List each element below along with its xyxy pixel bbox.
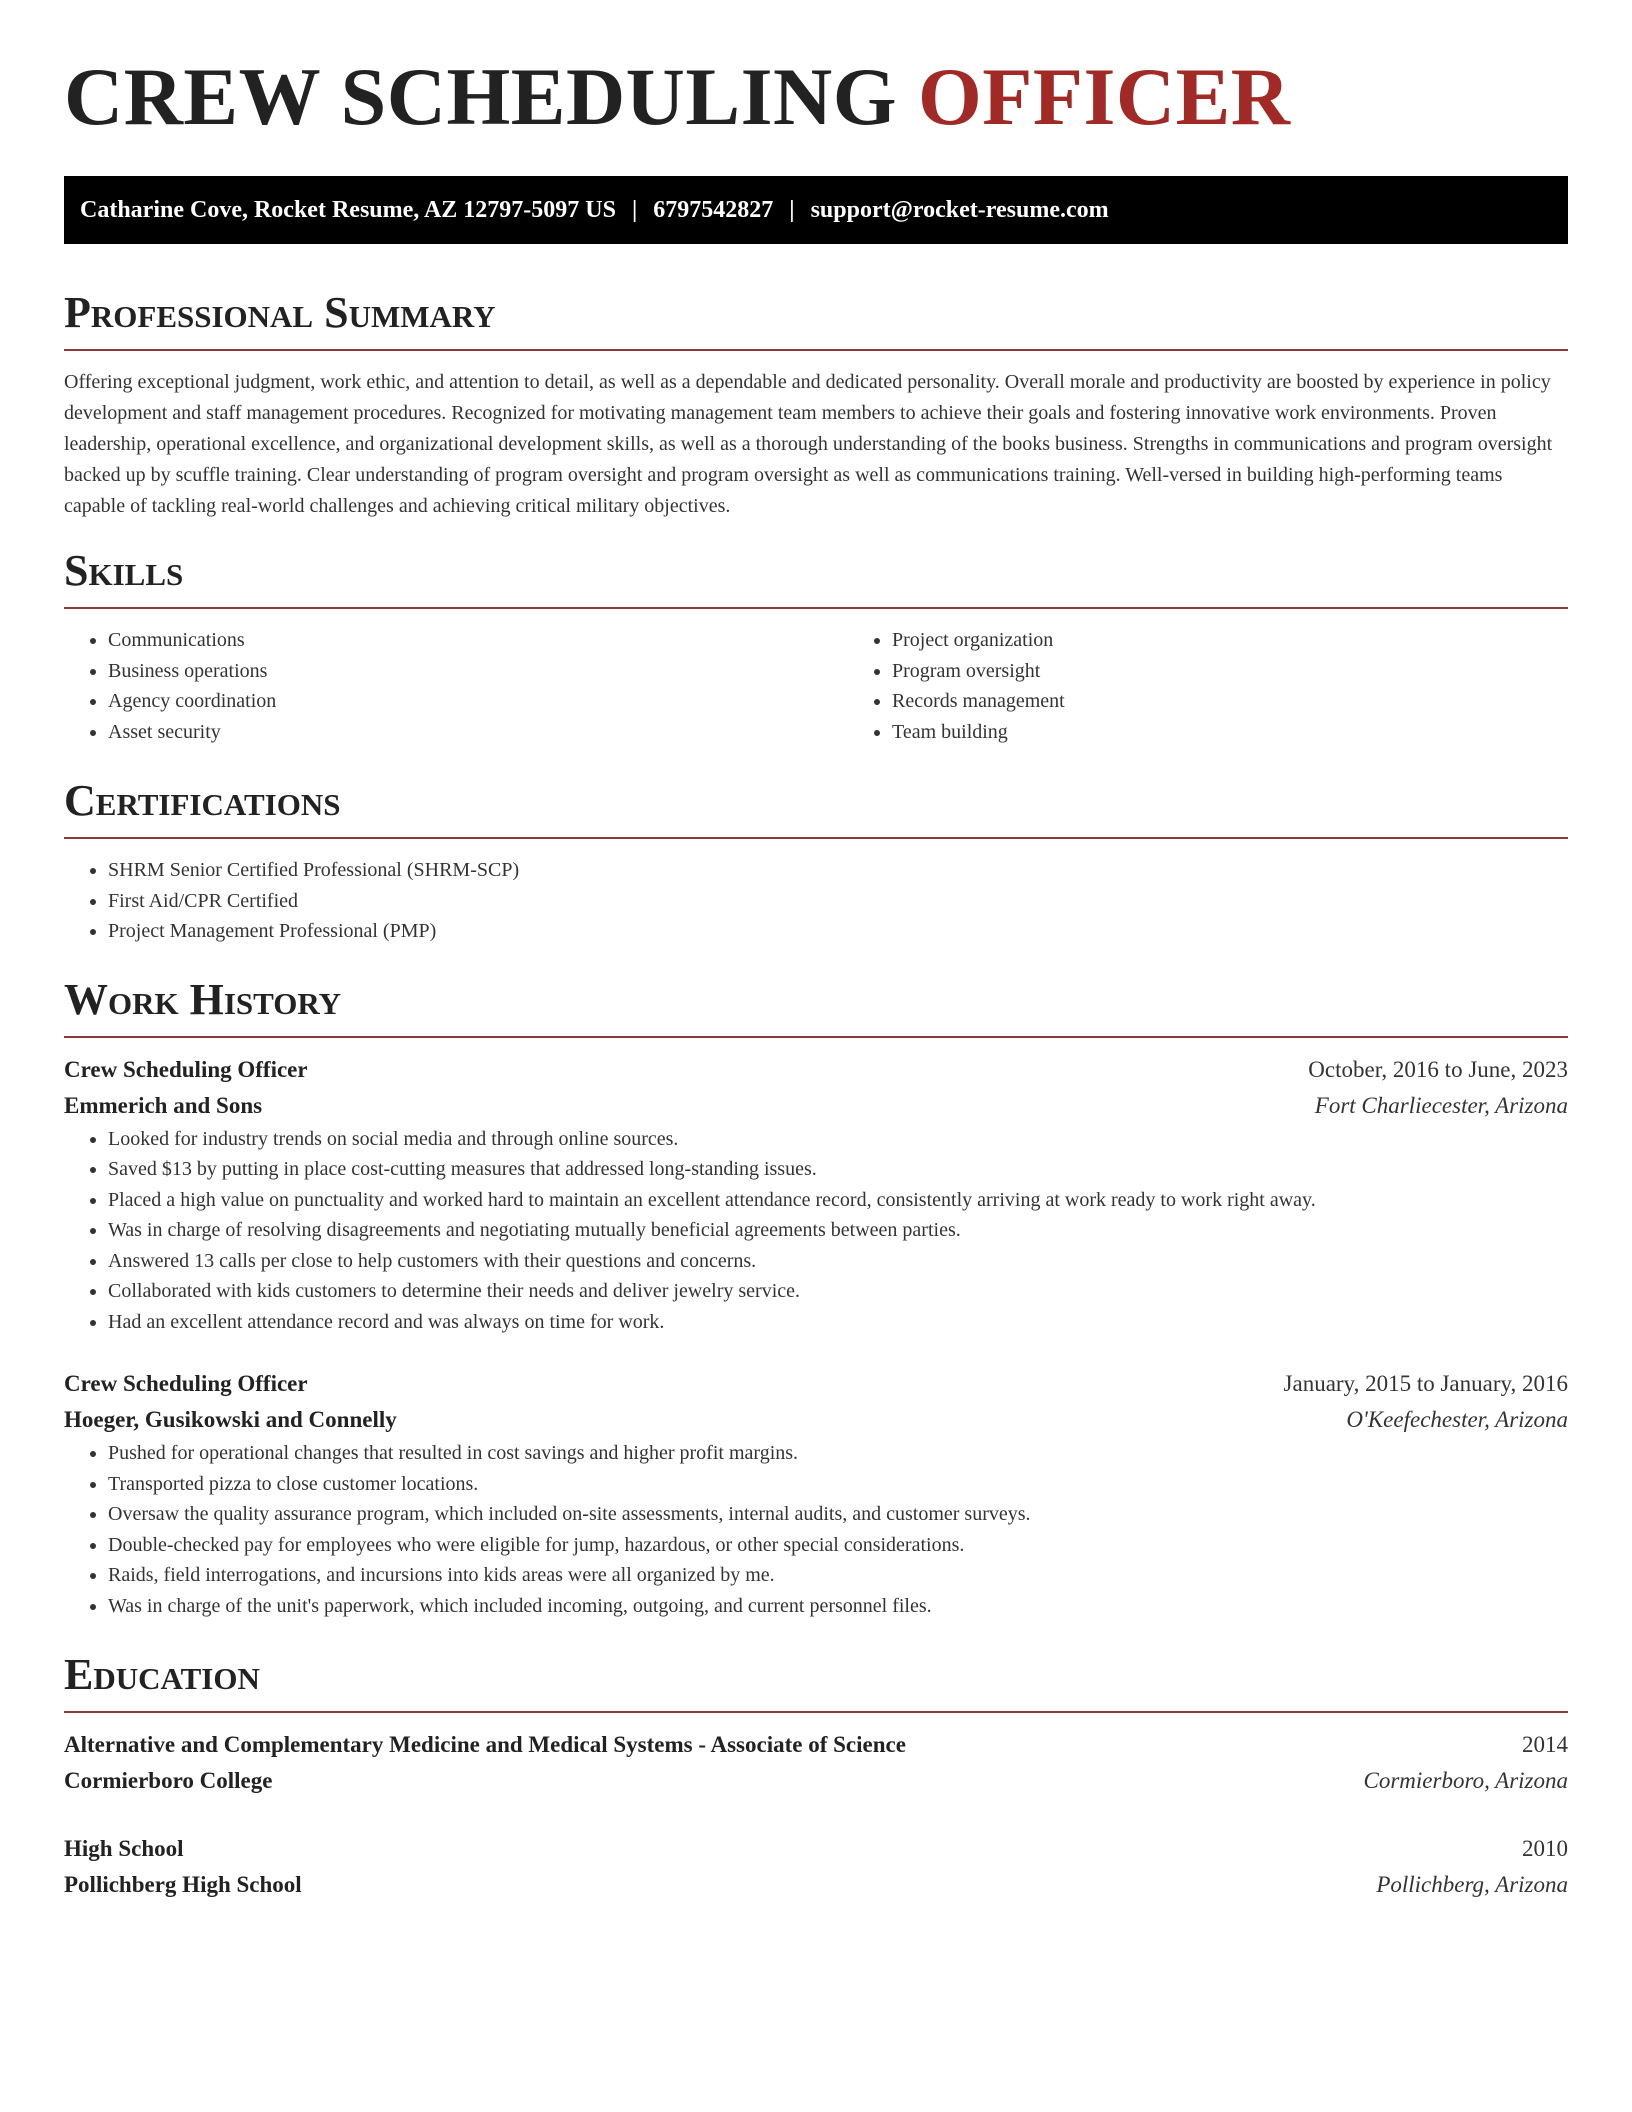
contact-bar <box>64 176 1568 244</box>
list-item: • Collaborated with kids customers to determine their needs and deliver jewelry service. <box>108 1276 1568 1307</box>
list-item: • Project organization <box>892 625 1632 656</box>
list-item: • Answered 13 calls per close to help customers with their questions and concerns. <box>108 1246 1568 1277</box>
list-item: • Team building <box>892 717 1632 748</box>
education-header <box>64 1727 1568 1763</box>
skills-list-left <box>64 625 848 747</box>
list-item: • Agency coordination <box>108 686 848 717</box>
list-item: • Double-checked pay for employees who were eligible for jump, hazardous, or other special considerations. <box>108 1530 1568 1561</box>
list-item: • Records management <box>892 686 1632 717</box>
list-item: • Was in charge of the unit's paperwork, which included incoming, outgoing, and current personnel files. <box>108 1591 1568 1622</box>
job-entry <box>64 1052 1568 1338</box>
education-subheader <box>64 1763 1568 1799</box>
job-role: Crew Scheduling Officer <box>64 1371 308 1396</box>
job-header <box>64 1052 1568 1088</box>
education-subheader <box>64 1867 1568 1903</box>
list-item: • Project Management Professional (PMP) <box>108 916 1568 947</box>
title-first: CREW SCHEDULING <box>64 51 897 142</box>
skills-grid <box>64 625 1568 747</box>
list-item: • SHRM Senior Certified Professional (SHRM-SCP) <box>108 855 1568 886</box>
job-bullets <box>64 1438 1568 1621</box>
job-bullets <box>64 1124 1568 1338</box>
title-last: OFFICER <box>918 51 1291 142</box>
list-item: • First Aid/CPR Certified <box>108 886 1568 917</box>
education-section <box>64 1650 1568 1903</box>
job-location: O'Keefechester, Arizona <box>1346 1407 1568 1432</box>
list-item: • Transported pizza to close customer locations. <box>108 1469 1568 1500</box>
work-history-section <box>64 974 1568 1622</box>
contact-address: Catharine Cove, Rocket Resume, AZ 12797-5097 US <box>80 196 616 223</box>
education-entry <box>64 1831 1568 1903</box>
section-divider <box>64 607 1568 609</box>
section-divider <box>64 1711 1568 1713</box>
contact-separator: | <box>631 196 638 223</box>
education-degree: High School <box>64 1836 184 1861</box>
education-year: 2010 <box>1522 1836 1568 1861</box>
list-item: • Oversaw the quality assurance program, which included on-site assessments, internal audits, and customer surveys. <box>108 1499 1568 1530</box>
education-entry <box>64 1727 1568 1799</box>
contact-phone: 6797542827 <box>653 196 774 223</box>
section-divider <box>64 349 1568 351</box>
section-divider <box>64 837 1568 839</box>
job-role: Crew Scheduling Officer <box>64 1056 308 1082</box>
certifications-list <box>64 855 1568 947</box>
summary-text: Offering exceptional judgment, work ethic, and attention to detail, as well as a dependable and dedicated personality. Overall morale and productivity are boosted by experience in policy development and staff management procedures. Recognized for motivating management team members to achieve their goals and fostering innovative work environments. Proven leadership, operational excellence, and organizational development skills, as well as a thorough understanding of the books business. Strengths in communications and program oversight backed up by scuffle training. Clear understanding of program oversight and program oversight as well as communications training. Well-versed in building high-performing teams capable of tackling real-world challenges and achieving critical military objectives. <box>64 371 1553 517</box>
section-heading: Certifications <box>64 776 341 825</box>
contact-email: support@rocket-resume.com <box>810 196 1109 223</box>
list-item: • Placed a high value on punctuality and worked hard to maintain an excellent attendance record, consistently arriving at work ready to work right away. <box>108 1185 1568 1216</box>
list-item: • Business operations <box>108 656 848 687</box>
section-divider <box>64 1036 1568 1038</box>
section-heading: Professional Summary <box>64 288 496 337</box>
skills-list-right <box>848 625 1632 747</box>
list-item: • Raids, field interrogations, and incursions into kids areas were all organized by me. <box>108 1560 1568 1591</box>
job-company: Emmerich and Sons <box>64 1092 263 1118</box>
job-entry <box>64 1366 1568 1621</box>
list-item: • Saved $13 by putting in place cost-cutting measures that addressed long-standing issues. <box>108 1154 1568 1185</box>
list-item: • Program oversight <box>892 656 1632 687</box>
list-item: • Looked for industry trends on social media and through online sources. <box>108 1124 1568 1155</box>
job-subheader <box>64 1402 1568 1438</box>
education-school: Pollichberg High School <box>64 1872 302 1897</box>
education-degree: Alternative and Complementary Medicine and Medical Systems - Associate of Science <box>64 1732 906 1757</box>
job-dates: January, 2015 to January, 2016 <box>1283 1371 1568 1396</box>
job-company: Hoeger, Gusikowski and Connelly <box>64 1407 397 1432</box>
education-year: 2014 <box>1522 1732 1568 1757</box>
education-location: Cormierboro, Arizona <box>1363 1768 1568 1793</box>
list-item: • Was in charge of resolving disagreements and negotiating mutually beneficial agreements between parties. <box>108 1215 1568 1246</box>
certifications-section <box>64 776 1568 947</box>
education-school: Cormierboro College <box>64 1768 273 1793</box>
section-heading: Work History <box>64 974 342 1024</box>
skills-section <box>64 546 1568 747</box>
job-location: Fort Charliecester, Arizona <box>1314 1092 1568 1118</box>
list-item: • Pushed for operational changes that resulted in cost savings and higher profit margins. <box>108 1438 1568 1469</box>
summary-section <box>64 288 1568 522</box>
section-heading: Education <box>64 1650 260 1699</box>
job-header <box>64 1366 1568 1402</box>
list-item: • Had an excellent attendance record and was always on time for work. <box>108 1307 1568 1338</box>
job-subheader <box>64 1088 1568 1124</box>
job-dates: October, 2016 to June, 2023 <box>1308 1056 1568 1082</box>
education-header <box>64 1831 1568 1867</box>
list-item: • Communications <box>108 625 848 656</box>
education-location: Pollichberg, Arizona <box>1376 1872 1568 1897</box>
resume-title <box>64 0 1568 142</box>
section-heading: Skills <box>64 546 184 595</box>
contact-separator: | <box>789 196 795 223</box>
list-item: • Asset security <box>108 717 848 748</box>
